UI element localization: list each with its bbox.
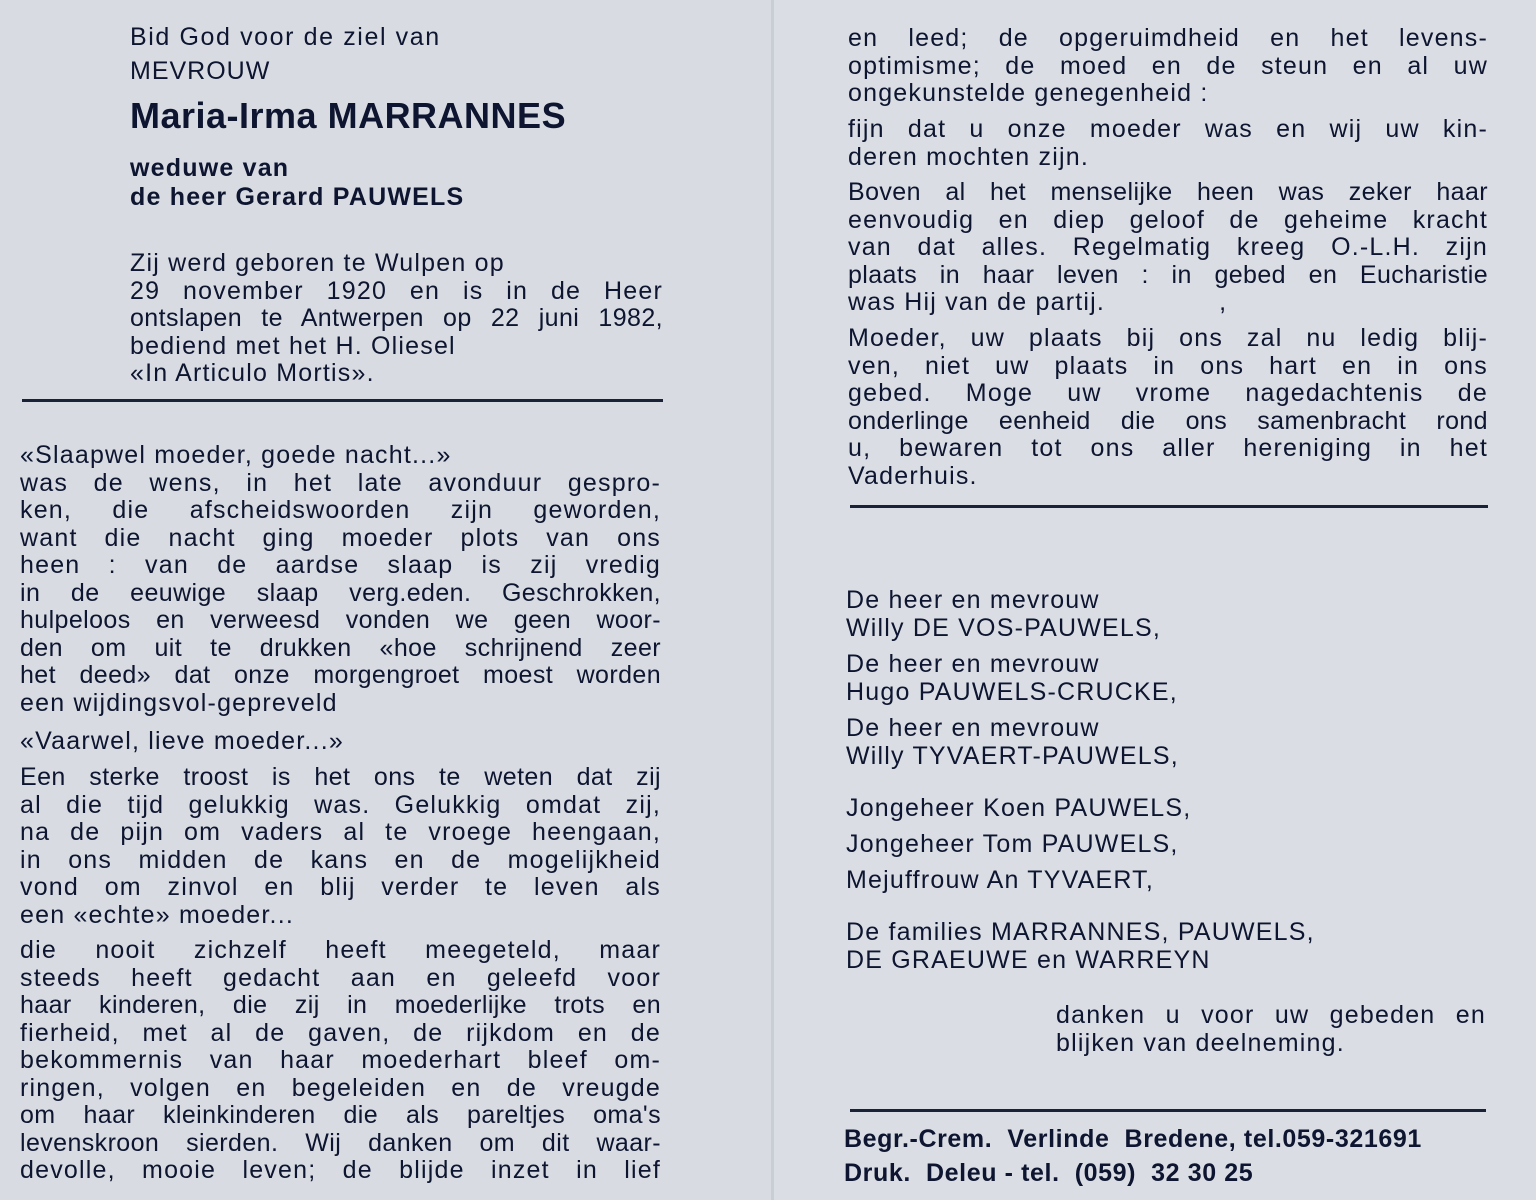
text-line: Een sterke troost is het ons te weten dat zij (20, 763, 661, 791)
text-line: eenvoudig en diep geloof de geheime kracht (848, 205, 1488, 234)
text-line: al die tijd gelukkig was. Gelukkig omdat zij, (20, 790, 661, 819)
farewell-block (20, 728, 661, 756)
text-line: optimisme; de moed en de steun en al uw (848, 51, 1488, 80)
text-line: Moeder, uw plaats bij ons zal nu ledig blij- (848, 324, 1488, 352)
text-line: was de wens, in het late avonduur gespro- (20, 468, 661, 497)
family-line: Mejuffrouw An TYVAERT, (846, 866, 1155, 894)
text-line: want die nacht ging moeder plots van ons (20, 523, 661, 552)
text-line: bekommernis van haar moederhart bleef om- (20, 1046, 661, 1074)
text-line: om haar kleinkinderen die als pareltjes oma's (20, 1101, 661, 1129)
family-line: De heer en mevrouw (846, 586, 1100, 614)
text-line: fierheid, met al de gaven, de rijkdom en de (20, 1018, 661, 1047)
text-line: ven, niet uw plaats in ons hart en in ons (848, 351, 1488, 380)
thanks-line: danken u voor uw gebeden en (1056, 1001, 1486, 1029)
undertaker-line: Begr.-Crem. Verlinde Bredene, tel.059-321691 (844, 1125, 1422, 1153)
text-line: heen : van de aardse slaap is zij vredig (20, 551, 661, 579)
widow-line-2: de heer Gerard PAUWELS (130, 183, 465, 211)
bio-block (130, 250, 663, 388)
text-line: plaats in haar leven : in gebed en Eucharistie (848, 260, 1488, 289)
bio-line: ontslapen te Antwerpen op 22 juni 1982, (130, 304, 663, 332)
divider-rule (850, 505, 1488, 508)
bio-line: «In Articulo Mortis». (130, 359, 375, 387)
family-line: De heer en mevrouw (846, 714, 1100, 742)
thanks-block (1056, 1002, 1486, 1057)
bio-line: Zij werd geboren te Wulpen op (130, 249, 505, 277)
family-line: DE GRAEUWE en WARREYN (846, 946, 1211, 974)
text-line: haar kinderen, die zij in moederlijke trots en (20, 991, 661, 1019)
text-line: ken, die afscheidswoorden zijn geworden, (20, 496, 661, 524)
text-para-4 (848, 25, 1488, 108)
text-line: onderlinge eenheid die ons samenbracht rond (848, 406, 1488, 435)
text-line: Boven al het menselijke heen was zeker haar (848, 178, 1488, 206)
text-line: levenskroon sierden. Wij danken om dit waar- (20, 1128, 661, 1157)
text-line: een wijdingsvol-gepreveld (20, 688, 338, 717)
bio-line: 29 november 1920 en is in de Heer (130, 276, 663, 305)
text-para-3 (20, 937, 661, 1185)
text-line: van dat alles. Regelmatig kreeg O.-L.H. zijn (848, 233, 1488, 261)
text-line: na de pijn om vaders al te vroege heengaan, (20, 818, 661, 846)
text-line: Vaderhuis. (848, 461, 978, 490)
family-block (846, 586, 1486, 974)
text-line: den om uit te drukken «hoe schrijnend zeer (20, 633, 661, 662)
text-line: vond om zinvol en blij verder te leven als (20, 873, 661, 901)
family-line: De families MARRANNES, PAUWELS, (846, 918, 1315, 946)
text-line: deren mochten zijn. (848, 142, 1089, 171)
text-para-2 (20, 764, 661, 929)
family-line: Jongeheer Tom PAUWELS, (846, 830, 1179, 858)
text-line: fijn dat u onze moeder was en wij uw kin- (848, 115, 1488, 143)
right-page (774, 0, 1536, 1200)
footer-block (844, 1122, 1486, 1190)
text-line: ringen, volgen en begeleiden en de vreugde (20, 1073, 661, 1102)
family-line: Willy DE VOS-PAUWELS, (846, 614, 1162, 642)
family-line: Jongeheer Koen PAUWELS, (846, 794, 1192, 822)
text-line: was Hij van de partij. , (848, 288, 1228, 316)
text-line: en leed; de opgeruimdheid en het levens- (848, 24, 1488, 52)
text-para-1 (20, 442, 661, 717)
text-para-6 (848, 179, 1488, 317)
thanks-line: blijken van deelneming. (1056, 1028, 1345, 1057)
text-line: «Slaapwel moeder, goede nacht...» (20, 441, 452, 469)
family-line: De heer en mevrouw (846, 650, 1100, 678)
farewell-line: «Vaarwel, lieve moeder...» (20, 727, 344, 755)
text-line: in ons midden de kans en de mogelijkheid (20, 845, 661, 874)
text-line: gebed. Moge uw vrome nagedachtenis de (848, 379, 1488, 407)
text-line: in de eeuwige slaap verg.eden. Geschrokken, (20, 578, 661, 607)
divider-rule (22, 399, 663, 402)
deceased-name: Maria-Irma MARRANNES (130, 95, 567, 136)
text-line: die nooit zichzelf heeft meegeteld, maar (20, 936, 661, 964)
text-line: steeds heeft gedacht aan en geleefd voor (20, 963, 661, 992)
widow-line-1: weduwe van (130, 154, 290, 182)
text-line: hulpeloos en verweesd vonden we geen woor- (20, 606, 661, 634)
bio-line: bediend met het H. Oliesel (130, 331, 456, 360)
text-line: een «echte» moeder... (20, 900, 294, 929)
text-line: devolle, mooie leven; de blijde inzet in lief (20, 1156, 661, 1184)
text-para-5 (848, 116, 1488, 171)
family-line: Hugo PAUWELS-CRUCKE, (846, 678, 1178, 706)
divider-rule (850, 1109, 1486, 1112)
text-para-7 (848, 325, 1488, 490)
title-line: MEVROUW (130, 57, 271, 85)
header-block (130, 20, 670, 212)
text-line: ongekunstelde genegenheid : (848, 79, 1209, 107)
family-line: Willy TYVAERT-PAUWELS, (846, 742, 1179, 770)
printer-line: Druk. Deleu - tel. (059) 32 30 25 (844, 1159, 1254, 1187)
text-line: het deed» dat onze morgengroet moest worden (20, 661, 661, 689)
text-line: u, bewaren tot ons aller hereniging in het (848, 434, 1488, 462)
prayer-line: Bid God voor de ziel van (130, 23, 441, 51)
